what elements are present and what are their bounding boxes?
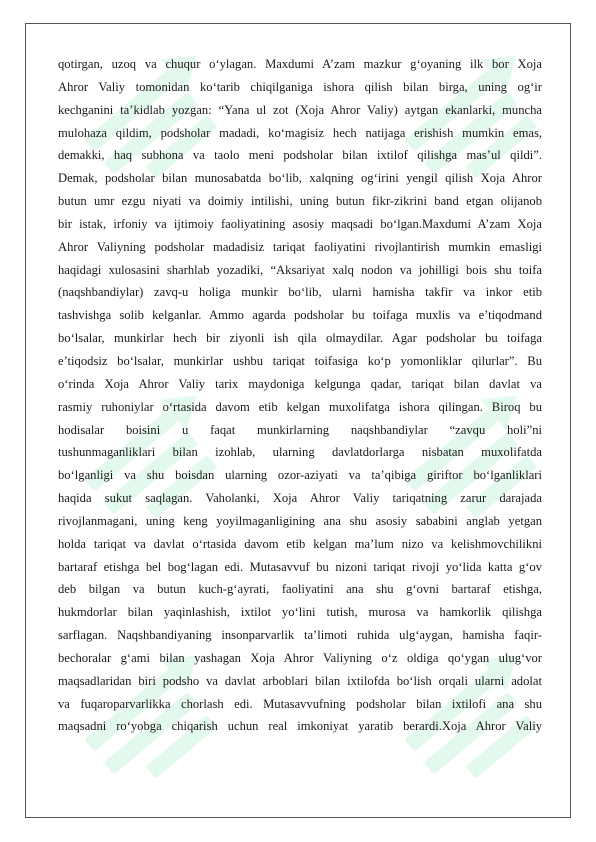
text-line: maqsadni ro‘yobga chiqarish uchun real imkoniyat yaratib berardi.Xoja Ahror Valiy bbox=[58, 719, 542, 734]
text-line: tushunmaganliklari bilan izohlab, ularning davlatdorlarga nisbatan muxolifatda bbox=[58, 445, 542, 460]
text-line: va fuqaroparvarlikka chorlash edi. Mutasavvufning podsholar bilan ixtilofi ana shu bbox=[58, 696, 542, 711]
text-line: haqida sukut saqlagan. Vaholanki, Xoja Ahror Valiy tariqatning zarur darajada bbox=[58, 491, 542, 506]
text-line: bo‘lsalar, munkirlar hech bir ziyonli ish qila olmaydilar. Agar podsholar bu toifaga bbox=[58, 331, 542, 346]
text-line: kechganini ta’kidlab yozgan: “Yana ul zot (Xoja Ahror Valiy) aytgan ekanlarki, muncha bbox=[58, 102, 542, 117]
text-line: hodisalar boisini u faqat munkirlarning naqshbandiylar “zavqu holi”ni bbox=[58, 422, 542, 437]
text-line: maqsadlaridan biri podsho va davlat arboblari bilan ixtilofda bo‘lish orqali ularni adolat bbox=[58, 673, 542, 688]
text-line: rivojlanmagani, uning keng yoyilmaganligining ana shu asosiy sababini anglab yetgan bbox=[58, 513, 542, 528]
text-line: rasmiy ruhoniylar o‘rtasida davom etib kelgan muxolifatga ishora qilingan. Biroq bu bbox=[58, 399, 542, 414]
text-line: Demak, podsholar bilan munosabatda bo‘lib, xalqning og‘irini yengil qilish Xoja Ahror bbox=[58, 171, 542, 186]
text-line: Ahror Valiy tomonidan ko‘tarib chiqilganiga ishora qilish bilan birga, uning og‘ir bbox=[58, 79, 542, 94]
text-line: butun umr ezgu niyati va doimiy intilishi, uning butun fikr-zikrini band etgan olijanob bbox=[58, 194, 542, 209]
text-line: bir istak, irfoniy va ijtimoiy faoliyatining asosiy maqsadi bo‘lgan.Maxdumi A’zam Xoja bbox=[58, 216, 542, 231]
text-line: bartaraf etishga bel bog‘lagan edi. Mutasavvuf bu nizoni tariqat rivoji yo‘lida katta g‘ov bbox=[58, 559, 542, 574]
body-paragraph bbox=[58, 53, 542, 738]
text-line: bechoralar g‘ami bilan yashagan Xoja Ahror Valiyning o‘z oldiga qo‘ygan ulug‘vor bbox=[58, 650, 542, 665]
text-line: tashvishga solib kelganlar. Ammo agarda podsholar bu toifaga muxlis va e’tiqodmand bbox=[58, 308, 542, 323]
text-line: deb bilgan va butun kuch-g‘ayrati, faoliyatini ana shu g‘ovni bartaraf etishga, bbox=[58, 582, 542, 597]
text-line: demakki, haq subhona va taolo meni podsholar bilan ixtilof qilishga mas’ul qildi”. bbox=[58, 148, 542, 163]
text-line: o‘rinda Xoja Ahror Valiy tarix maydoniga kelgunga qadar, tariqat bilan davlat va bbox=[58, 376, 542, 391]
text-line: mulohaza qildim, podsholar madadi, ko‘magisiz hech natijaga erishish mumkin emas, bbox=[58, 125, 542, 140]
text-line: qotirgan, uzoq va chuqur o‘ylagan. Maxdumi A’zam mazkur g‘oyaning ilk bor Xoja bbox=[58, 57, 542, 71]
text-line: holda tariqat va davlat o‘rtasida davom etib kelgan ma’lum nizo va kelishmovchilikni bbox=[58, 536, 542, 551]
text-line: haqidagi xulosasini sharhlab yozadiki, “Aksariyat xalq nodon va johilligi bois shu toifa bbox=[58, 262, 542, 277]
text-line: hukmdorlar bilan yaqinlashish, ixtilot yo‘lini tutish, murosa va hamkorlik qilishga bbox=[58, 605, 542, 620]
text-line: bo‘lganligi va shu boisdan ularning ozor-aziyati va ta’qibiga giriftor bo‘lganliklari bbox=[58, 468, 542, 483]
text-line: sarflagan. Naqshbandiyaning insonparvarlik ta’limoti ruhida ulg‘aygan, hamisha faqir- bbox=[58, 628, 542, 643]
text-line: e’tiqodsiz bo‘lsalar, munkirlar ushbu tariqat toifasiga ko‘p yomonliklar qilurlar”. Bu bbox=[58, 353, 542, 368]
text-line: (naqshbandiylar) zavq-u holiga munkir bo‘lib, ularni hamisha takfir va inkor etib bbox=[58, 285, 542, 300]
text-line: Ahror Valiyning podsholar madadisiz tariqat faoliyatini rivojlantirish mumkin emasligi bbox=[58, 239, 542, 254]
